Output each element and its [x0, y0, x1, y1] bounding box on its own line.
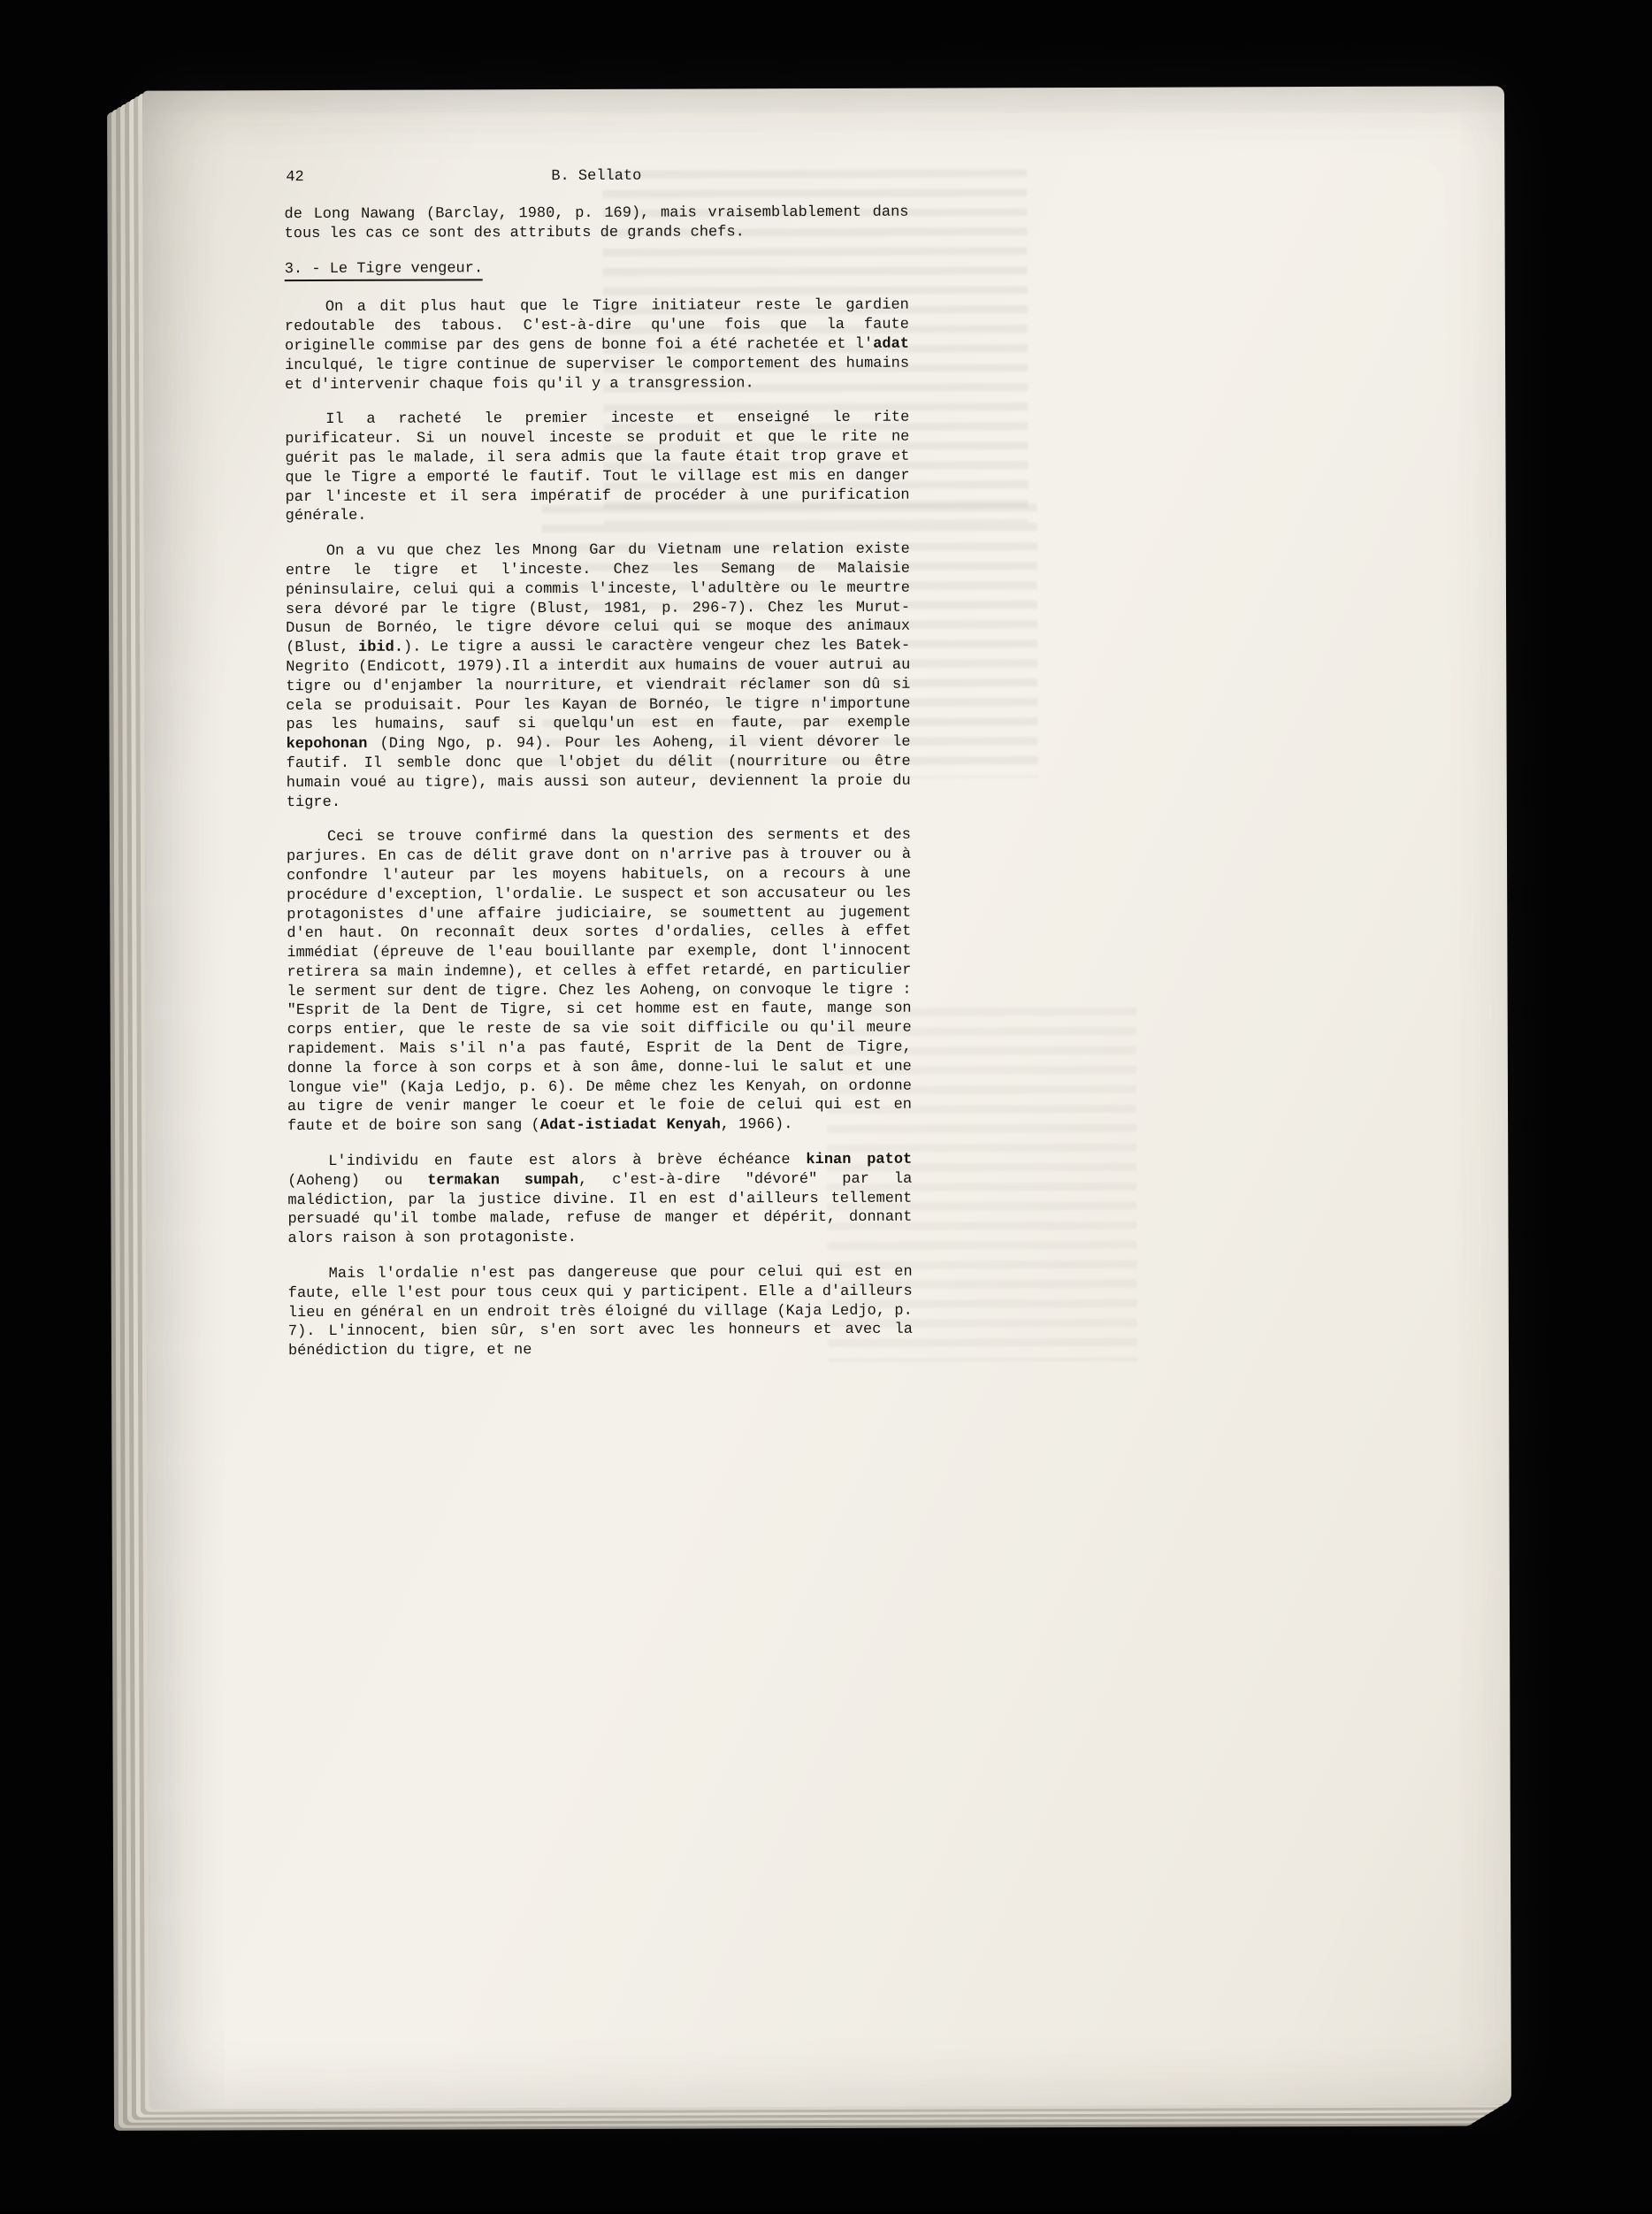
text-run: Il a racheté le premier inceste et enseigné le rite purificateur. Si un nouvel inceste se produit et que le rite ne guérit pas le malade, il sera admis que la faute était trop grave et que le Tigre a emporté le fautif. Tout le village est mis en danger par l'inceste et il sera impératif de procéder à une purification générale.	[285, 410, 910, 525]
text-run: (Aoheng) ou	[287, 1172, 428, 1190]
bold-term: adat	[873, 335, 910, 353]
text-run: Mais l'ordalie n'est pas dangereuse que pour celui qui est en faute, elle l'est pour tous ceux qui y participent. Elle a d'ailleurs lieu en général en un endroit très éloigné du village (Kaja Ledjo, p. 7). L'innocent, bien sûr, s'en sort avec les honneurs et avec la bénédiction du tigre, et ne	[287, 1263, 913, 1360]
text-run: 3. - Le Tigre vengeur.	[285, 260, 484, 281]
bold-term: kinan patot	[806, 1151, 913, 1169]
paragraph	[288, 1263, 913, 1361]
section-heading	[285, 257, 909, 279]
text-run: On a dit plus haut que le Tigre initiateur reste le gardien redoutable des tabous. C'est-à-dire qu'une fois que la faute originelle commise par des gens de bonne foi a été rachetée et l'	[284, 297, 909, 356]
paragraph	[287, 826, 912, 1137]
page-text	[284, 166, 913, 1377]
paragraph	[285, 409, 909, 526]
text-run: de Long Nawang (Barclay, 1980, p. 169), mais vraisemblablement dans tous les cas ce sont des attributs de grands chefs.	[284, 203, 909, 242]
paragraph	[287, 1151, 912, 1249]
running-title: B. Sellato	[551, 167, 642, 186]
bold-term: Adat-istiadat Kenyah	[539, 1116, 721, 1135]
page-number: 42	[286, 169, 304, 187]
text-run: L'individu en faute est alors à brève échéance	[328, 1152, 807, 1171]
paragraph	[286, 540, 911, 813]
paragraph	[284, 203, 908, 244]
text-run: inculqué, le tigre continue de superviser le comportement des humains et d'intervenir chaque fois qu'il y a transgression.	[285, 355, 910, 394]
text-run: (Ding Ngo, p. 94). Pour les Aoheng, il vient dévorer le fautif. Il semble donc que l'objet du délit (nourriture ou être humain voué au tigre), mais aussi son auteur, deviennent la proie du tigre.	[286, 733, 911, 811]
text-run: , 1966).	[720, 1116, 793, 1134]
bold-term: termakan sumpah	[427, 1171, 579, 1190]
text-run: , c'est-à-dire "dévoré" par la malédiction, par la justice divine. Il en est d'ailleurs tellement persuadé qu'il tombe malade, refuse de manger et dépérit, donnant alors raison à son protagoniste.	[287, 1170, 913, 1248]
book-page	[142, 86, 1511, 2109]
body-paragraphs	[284, 203, 913, 1361]
text-run: Ceci se trouve confirmé dans la question des serments et des parjures. En cas de délit grave dont on n'arrive pas à trouver ou à confondre l'auteur par les moyens habituels, on a recours à une procédure d'exception, l'ordalie. Le suspect et son accusateur ou les protagonistes d'une affaire judiciaire, se soumettent au jugement d'en haut. On reconnaît deux sortes d'ordalies, celles à effet immédiat (épreuve de l'eau bouillante par exemple, dont l'innocent retirera sa main indemne), et celles à effet retardé, en particulier le serment sur dent de tigre. Chez les Aoheng, on convoque le tigre : "Esprit de la Dent de Tigre, si cet homme est en faute, mange son corps entier, que le reste de sa vie soit difficile ou qu'il meure rapidement. Mais s'il n'a pas fauté, Esprit de la Dent de Tigre, donne la force à son corps et à son âme, donne-lui le salut et une longue vie" (Kaja Ledjo, p. 6). De même chez les Kenyah, on ordonne au tigre de venir manger le coeur et le foie de celui qui est en faute et de boire son sang (	[286, 826, 913, 1136]
text-run: On a vu que chez les Mnong Gar du Vietnam une relation existe entre le tigre et l'inceste. Chez les Semang de Malaisie péninsulaire, celui qui a commis l'inceste, l'adultère ou le meurtre sera dévoré par le tigre (Blust, 1981, p. 296-7). Chez les Murut-Dusun de Bornéo, le tigre dévore celui qui se moque des animaux (Blust,	[285, 540, 911, 657]
bold-term: ibid.	[357, 639, 404, 656]
bold-term: kepohonan	[286, 735, 368, 754]
text-run: ). Le tigre a aussi le caractère vengeur chez les Batek-Negrito (Endicott, 1979).Il a interdit aux humains de vouer autrui au tigre ou d'enjamber la nourriture, et viendrait réclamer son dû si cela se produisait. Pour les Kayan de Bornéo, le tigre n'importune pas les humains, sauf si quelqu'un est en faute, par exemple	[286, 637, 911, 734]
running-header	[284, 166, 908, 189]
paragraph	[285, 296, 909, 395]
